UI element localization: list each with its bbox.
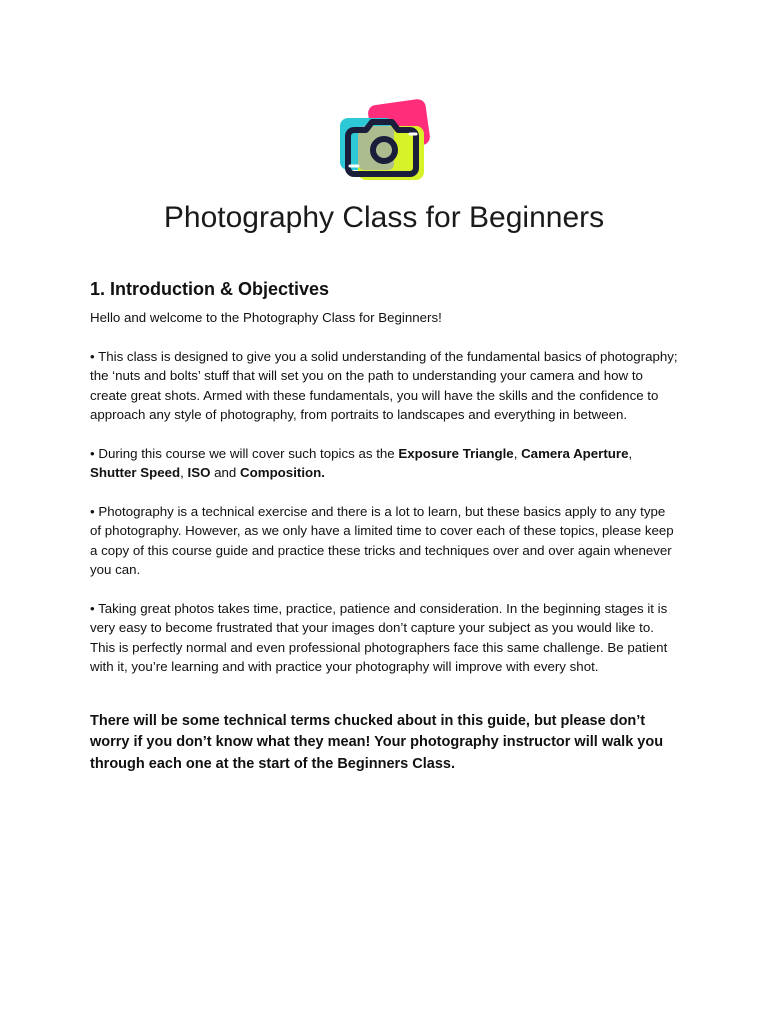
topics-separator: , — [180, 465, 188, 480]
topics-separator: , — [513, 445, 522, 461]
topics-separator: , — [628, 445, 633, 461]
intro-text: Hello and welcome to the Photography Class for Beginners! — [90, 310, 442, 325]
section-introduction — [90, 276, 680, 775]
section-heading: 1. Introduction & Objectives — [90, 279, 330, 299]
document-title: Photography Class for Beginners — [163, 201, 605, 234]
topic-composition: Composition. — [240, 465, 325, 480]
camera-icon — [334, 96, 434, 188]
bullet-course-topics — [90, 444, 680, 483]
topic-exposure-triangle: Exposure Triangle — [398, 445, 514, 461]
topics-separator: and — [210, 465, 241, 480]
topic-iso: ISO — [187, 465, 211, 480]
topic-shutter-speed: Shutter Speed — [90, 465, 181, 480]
bullet-great-photos: • Taking great photos takes time, practice, patience and consideration. In the beginning stages it is very easy to become frustrated that your images don’t capture your subject as you would like to. This is perfectly normal and even professional photographers face this same challenge. Be patient with it, you’re learning and with practice your photography will improve with every shot. — [90, 600, 668, 674]
bullet-technical-exercise: • Photography is a technical exercise and there is a lot to learn, but these basics apply to any type of photography. However, as we only have a limited time to cover each of these topics, please keep a copy of this course guide and practice these tricks and techniques over and over again whenever you can. — [90, 503, 674, 577]
bullet-class-design: • This class is designed to give you a solid understanding of the fundamental basics of photography; the ‘nuts and bolts’ stuff that will set you on the path to understanding your camera and how to create great shots. Armed with these fundamentals, you will have the skills and the confidence to approach any style of photography, from portraits to landscapes and everything in between. — [90, 348, 678, 422]
topic-camera-aperture: Camera Aperture — [521, 445, 629, 461]
topics-prefix: • During this course we will cover such topics as the — [90, 445, 399, 461]
closing-note: There will be some technical terms chucked about in this guide, but please don’t worry if you don’t know what they mean! Your photography instructor will walk you through each one at the start of the Beginners Class. — [90, 712, 664, 772]
